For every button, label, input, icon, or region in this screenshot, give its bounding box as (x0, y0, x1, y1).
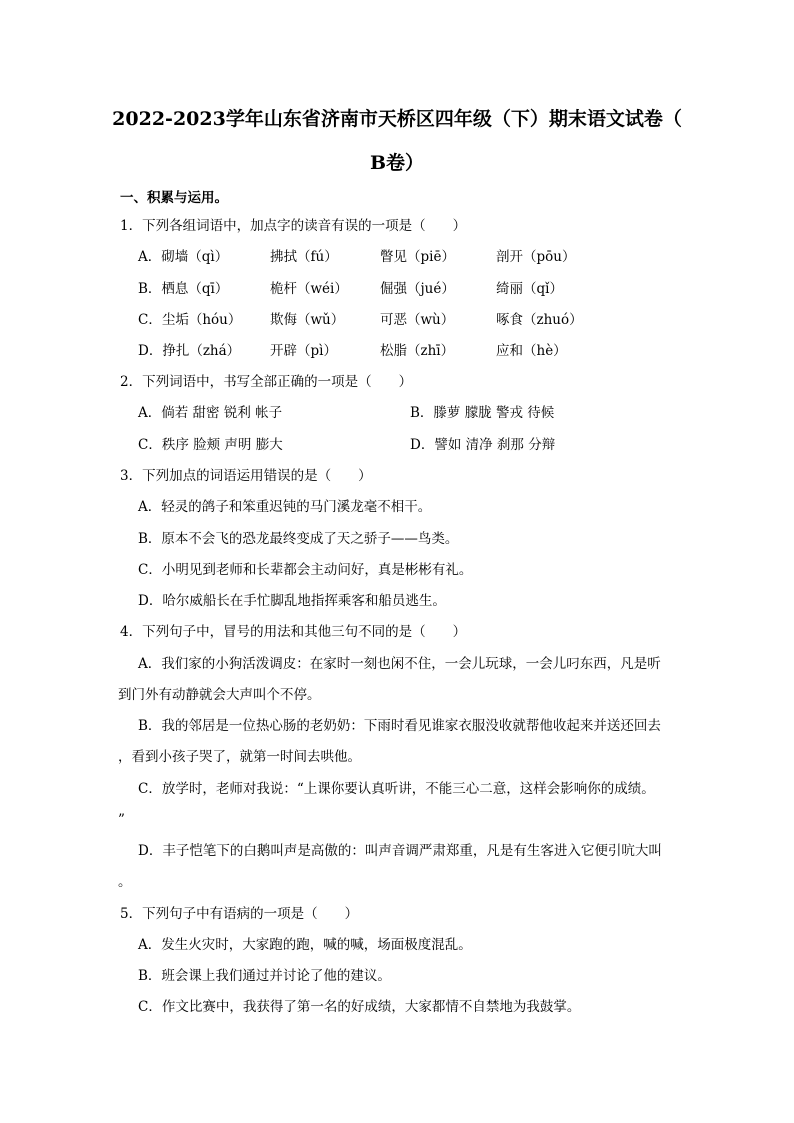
question-4-option-c-line1: C．放学时，老师对我说：“上课你要认真听讲，不能三心二意，这样会影响你的成绩。 (138, 781, 655, 797)
question-3-stem: 3．下列加点的词语运用错误的是（ ） (120, 468, 372, 484)
question-4-stem: 4．下列句子中，冒号的用法和其他三句不同的是（ ） (120, 624, 467, 640)
option-cell: 应和（hè） (496, 343, 567, 359)
question-4-option-d-line1: D．丰子恺笔下的白鹅叫声是高傲的：叫声音调严肃郑重，凡是有生客进入它便引吭大叫 (138, 843, 662, 859)
question-3-option-a: A．轻灵的鸽子和笨重迟钝的马门溪龙毫不相干。 (138, 499, 432, 515)
question-2-stem: 2．下列词语中，书写全部正确的一项是（ ） (120, 374, 413, 390)
option-cell: A．倘若 甜密 锐利 帐子 (138, 405, 283, 421)
option-cell: 瞥见（piē） (380, 249, 455, 265)
option-cell: 松脂（zhī） (380, 343, 455, 359)
option-cell: 拂拭（fú） (270, 249, 338, 265)
question-5-option-a: A．发生火灾时，大家跑的跑，喊的喊，场面极度混乱。 (138, 937, 472, 953)
question-3-option-d: D．哈尔威船长在手忙脚乱地指挥乘客和船员逃生。 (138, 593, 446, 609)
question-5-stem: 5．下列句子中有语病的一项是（ ） (120, 906, 359, 922)
question-4-option-c-line2: ” (118, 812, 125, 828)
option-cell: 欺侮（wǔ） (270, 312, 345, 328)
question-4-option-d-line2: 。 (118, 874, 132, 890)
question-4-option-a-line1: A．我们家的小狗活泼调皮：在家时一刻也闲不住，一会儿玩球，一会儿叼东西，凡是听 (138, 656, 661, 672)
option-cell: 绮丽（qǐ） (496, 281, 563, 297)
question-5-option-c: C．作文比赛中，我获得了第一名的好成绩，大家都情不自禁地为我鼓掌。 (138, 999, 581, 1015)
option-cell: A．砌墙（qì） (138, 249, 229, 265)
option-cell: C．秩序 脸颊 声明 膨大 (138, 437, 283, 453)
option-cell: B．滕萝 朦胧 警戎 待候 (410, 405, 555, 421)
exam-title-line2: B卷） (369, 152, 425, 174)
option-cell: 倔强（jué） (380, 281, 455, 297)
question-1-stem: 1．下列各组词语中，加点字的读音有误的一项是（ ） (120, 218, 467, 234)
question-4-option-b-line2: ，看到小孩子哭了，就第一时间去哄他。 (118, 749, 361, 765)
option-cell: B．栖息（qī） (138, 281, 229, 297)
option-cell: 剖开（pōu） (496, 249, 576, 265)
option-cell: 啄食（zhuó） (496, 312, 583, 328)
question-4-option-a-line2: 到门外有动静就会大声叫个不停。 (118, 687, 321, 703)
option-cell: C．尘垢（hóu） (138, 312, 242, 328)
question-4-option-b-line1: B．我的邻居是一位热心肠的老奶奶：下雨时看见谁家衣服没收就帮他收起来并送还回去 (138, 718, 661, 734)
option-cell: D．譬如 清净 刹那 分辩 (410, 437, 556, 453)
option-cell: 开辟（pì） (270, 343, 337, 359)
question-5-option-b: B．班会课上我们通过并讨论了他的建议。 (138, 968, 391, 984)
question-3-option-b: B．原本不会飞的恐龙最终变成了天之骄子——鸟类。 (138, 531, 459, 547)
question-3-option-c: C．小明见到老师和长辈都会主动问好，真是彬彬有礼。 (138, 562, 473, 578)
exam-title-line1: 2022-2023学年山东省济南市天桥区四年级（下）期末语文试卷（ (112, 108, 682, 130)
option-cell: D．挣扎（zhá） (138, 343, 241, 359)
option-cell: 桅杆（wéi） (270, 281, 348, 297)
option-cell: 可恶（wù） (380, 312, 455, 328)
section-heading: 一、积累与运用。 (120, 190, 228, 206)
